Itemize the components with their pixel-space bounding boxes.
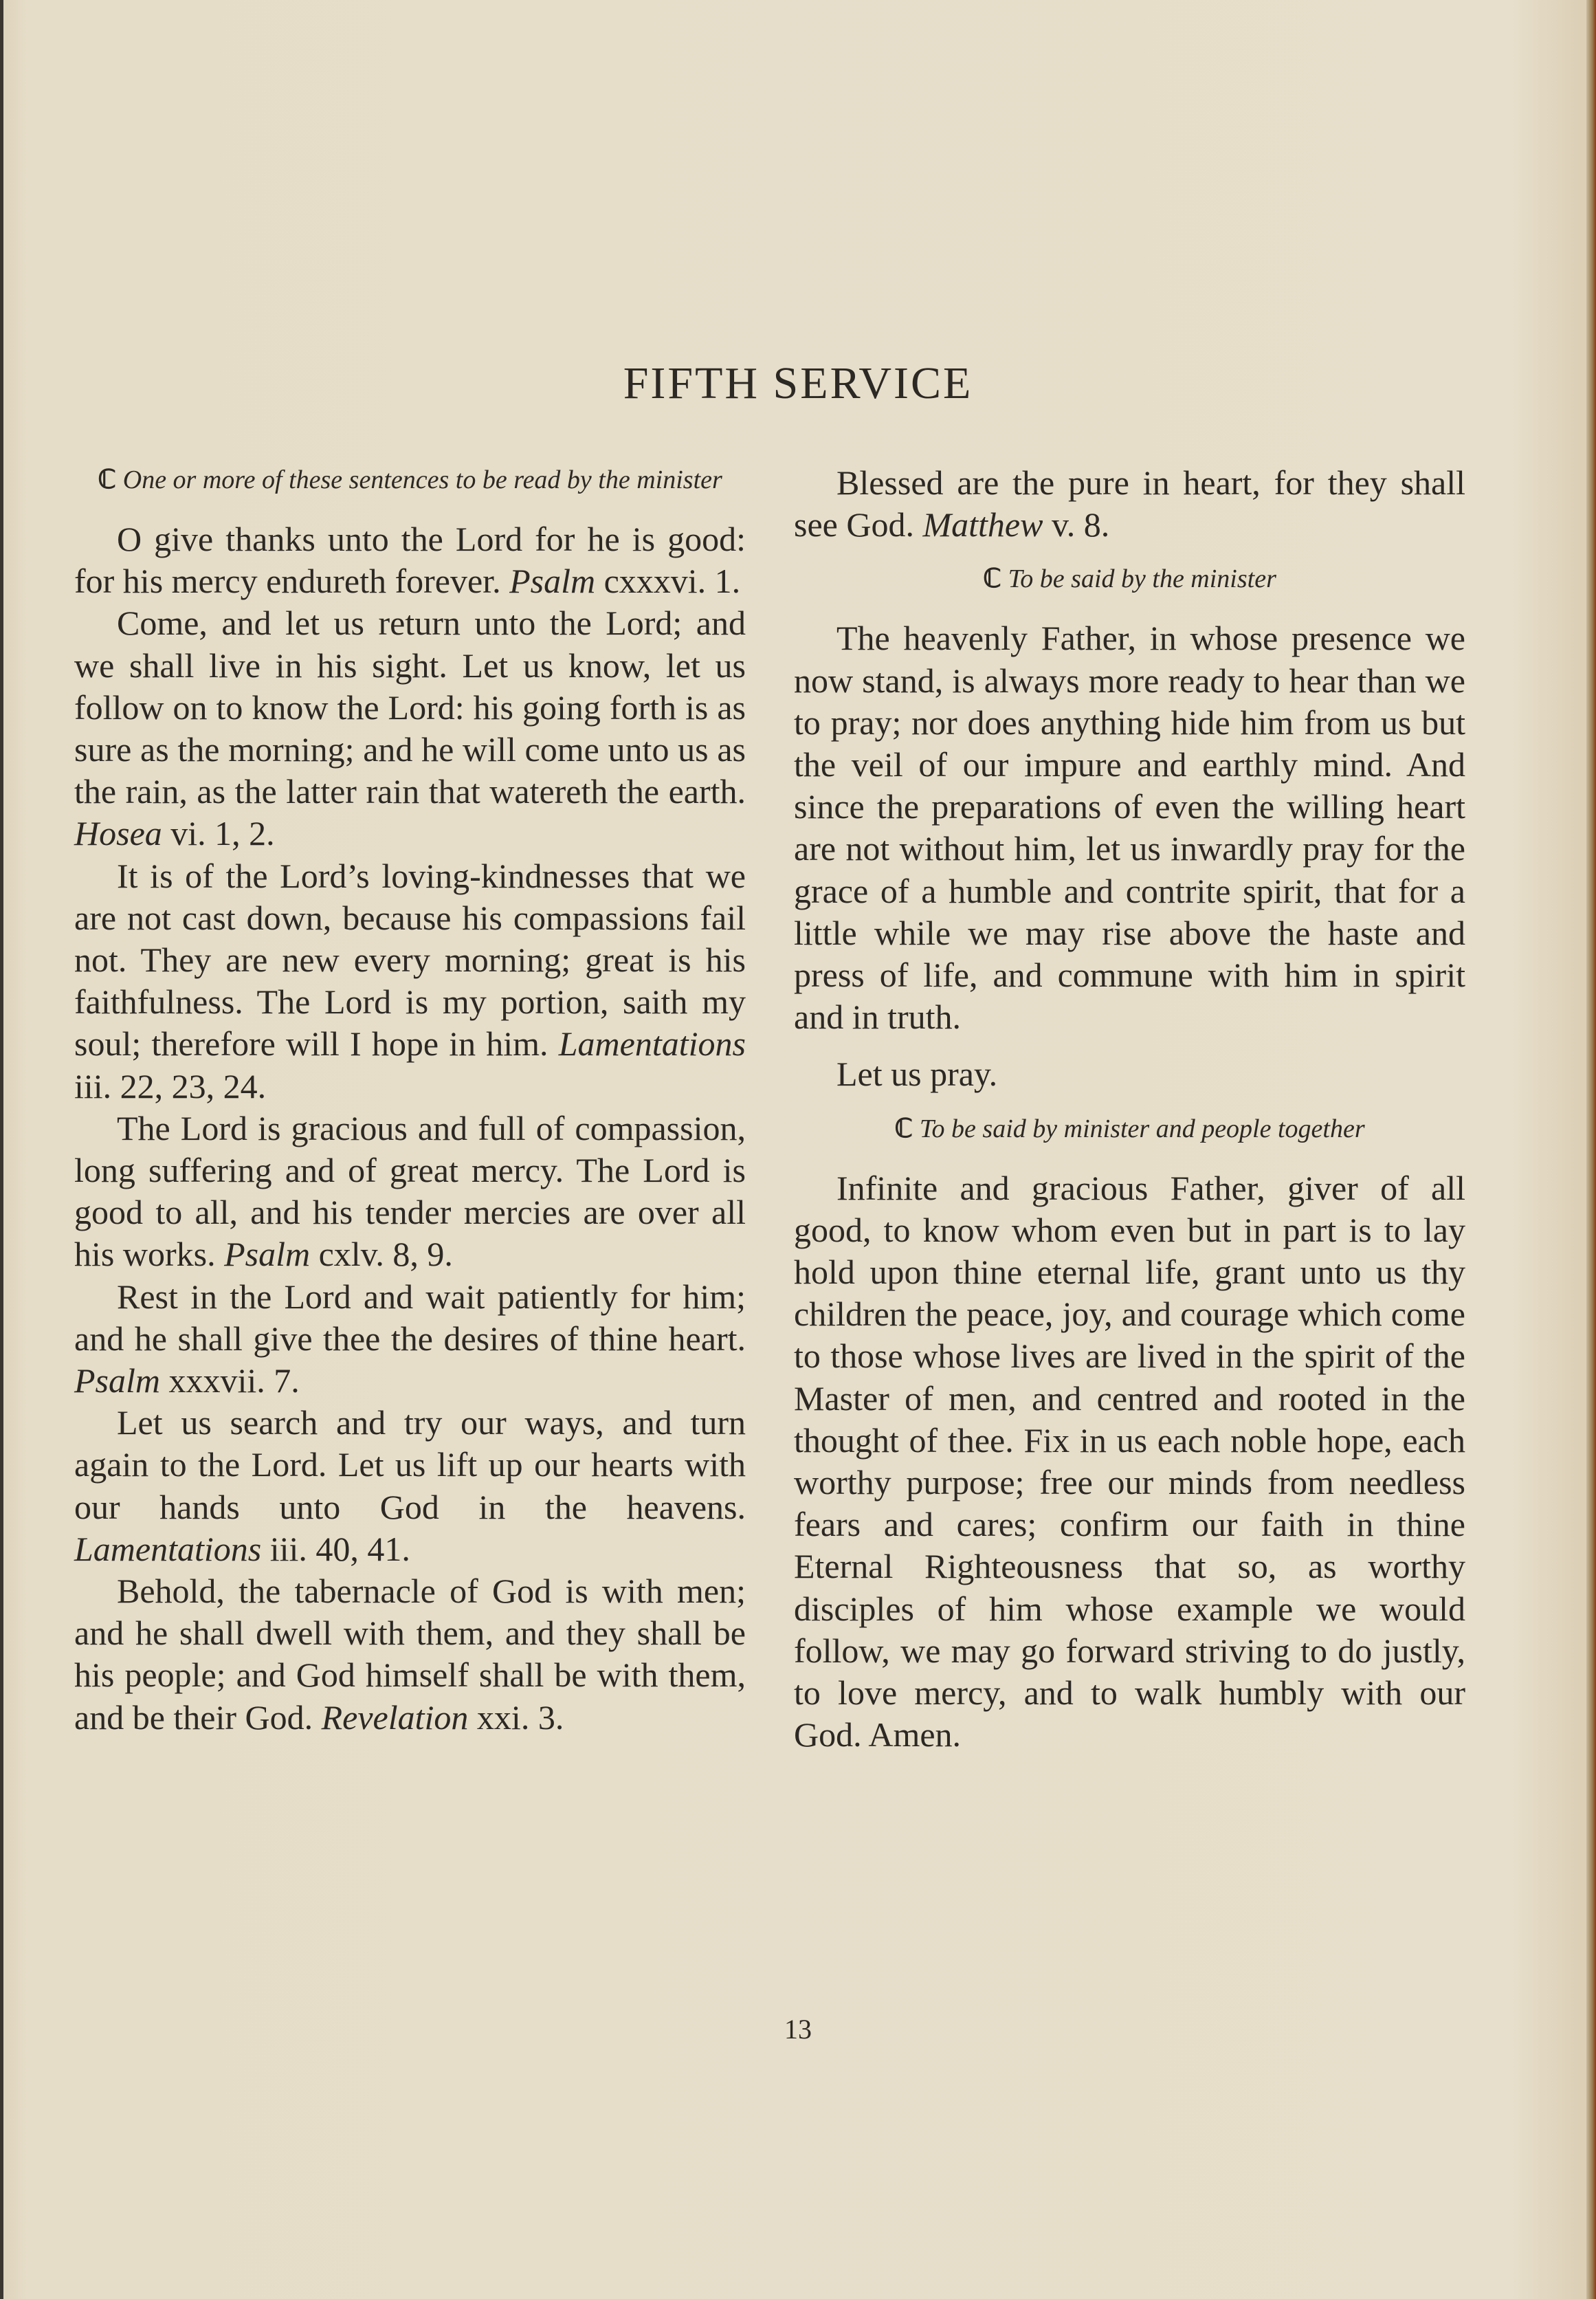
- page-left-edge: [0, 0, 3, 2299]
- scripture-ref-number: xxi. 3.: [476, 1697, 564, 1737]
- rubric-text: To be said by the minister: [1008, 564, 1276, 594]
- sentence-text: Rest in the Lord and wait patiently for him; and he shall give thee the desires of thine heart.: [74, 1277, 746, 1358]
- rubric-text: One or more of these sentences to be read by the minister: [122, 465, 722, 494]
- scripture-ref-book: Lamentations: [558, 1024, 746, 1064]
- scripture-ref-book: Matthew: [922, 505, 1043, 544]
- rubric-mark-icon: ℂ: [983, 564, 1001, 594]
- scripture-sentence: [74, 1108, 746, 1276]
- rubric-text: To be said by minister and people together: [919, 1114, 1365, 1143]
- scripture-ref-book: Hosea: [74, 814, 162, 853]
- sentence-list: [74, 518, 746, 1739]
- right-column: [794, 462, 1465, 1756]
- exhortation: The heavenly Father, in whose presence we now stand, is always more ready to hear than we to pray; nor does anything hide him from us but the veil of our impure and earthly mind. And since the preparations of even the willing heart are not without him, let us inwardly pray for the grace of a humble and contrite spirit, that for a little while we may rise above the haste and press of life, and commune with him in spirit and in truth.: [794, 619, 1465, 1037]
- scripture-ref-number: iii. 40, 41.: [269, 1529, 410, 1568]
- scripture-ref-number: vi. 1, 2.: [170, 814, 275, 853]
- scripture-sentence: [74, 1570, 746, 1739]
- sentence-matthew: [794, 462, 1465, 546]
- rubric-together: [794, 1111, 1465, 1147]
- let-us-pray: Let us pray.: [836, 1055, 998, 1094]
- rubric-mark-icon: ℂ: [98, 465, 116, 494]
- scripture-ref-book: Psalm: [224, 1235, 311, 1274]
- scripture-ref-number: cxlv. 8, 9.: [318, 1235, 453, 1274]
- scripture-sentence: [74, 1402, 746, 1570]
- scripture-ref-book: Psalm: [74, 1361, 160, 1400]
- prayer: Infinite and gracious Father, giver of all good, to know whom even but in part is to lay hold upon thine eternal life, grant unto us thy children the peace, joy, and courage which come to those whose lives are lived in the spirit of the Master of men, and centred and rooted in the thought of thee. Fix in us each noble hope, each worthy purpose; free our minds from needless fears and cares; confirm our faith in thine Eternal Righteousness that so, as worthy disciples of him whose example we would follow, we may go forward striving to do justly, to love mercy, and to walk humbly with our God. Amen.: [794, 1168, 1465, 1754]
- scripture-ref-number: iii. 22, 23, 24.: [74, 1066, 267, 1106]
- scripture-sentence: [74, 1276, 746, 1402]
- rubric-minister: [794, 561, 1465, 597]
- scripture-sentence: [74, 518, 746, 602]
- rubric-sentences: [74, 462, 746, 498]
- sentence-text: Let us search and try our ways, and turn again to the Lord. Let us lift up our hearts with our hands unto God in the heavens.: [74, 1403, 746, 1526]
- scripture-ref-book: Psalm: [509, 562, 596, 601]
- sentence-text: O give thanks unto the Lord for he is good: for his mercy endureth forever.: [74, 520, 746, 601]
- sentence-text: It is of the Lord’s loving-kindnesses that we are not cast down, because his compassions fail not. They are new every morning; great is his faithfulness. The Lord is my portion, saith my soul; therefore will I hope in him.: [74, 856, 746, 1064]
- page-title: FIFTH SERVICE: [623, 358, 973, 408]
- scripture-sentence: [74, 855, 746, 1108]
- scripture-ref-book: Revelation: [321, 1697, 469, 1737]
- sentence-text: Blessed are the pure in heart, for they shall see God.: [794, 463, 1465, 544]
- scripture-ref-book: Lamentations: [74, 1529, 262, 1568]
- scripture-ref-number: v. 8.: [1051, 505, 1110, 544]
- scripture-sentence: [74, 602, 746, 855]
- page-number: 13: [784, 2014, 812, 2045]
- page-right-edge: [1586, 0, 1596, 2299]
- sentence-text: Come, and let us return unto the Lord; and we shall live in his sight. Let us know, let us follow on to know the Lord: his going forth is as sure as the morning; and he will come unto us as the rain, as the latter rain that watereth the earth.: [74, 604, 746, 811]
- rubric-mark-icon: ℂ: [894, 1114, 913, 1143]
- sentence-text: Behold, the tabernacle of God is with men; and he shall dwell with them, and they shall be his people; and God himself shall be with them, and be their God.: [74, 1572, 746, 1737]
- left-column: [74, 462, 746, 1739]
- scripture-ref-number: cxxxvi. 1.: [603, 562, 741, 601]
- sentence-text: The Lord is gracious and full of compassion, long suffering and of great mercy. The Lord is good to all, and his tender mercies are over all his works.: [74, 1108, 746, 1274]
- scripture-ref-number: xxxvii. 7.: [168, 1361, 300, 1400]
